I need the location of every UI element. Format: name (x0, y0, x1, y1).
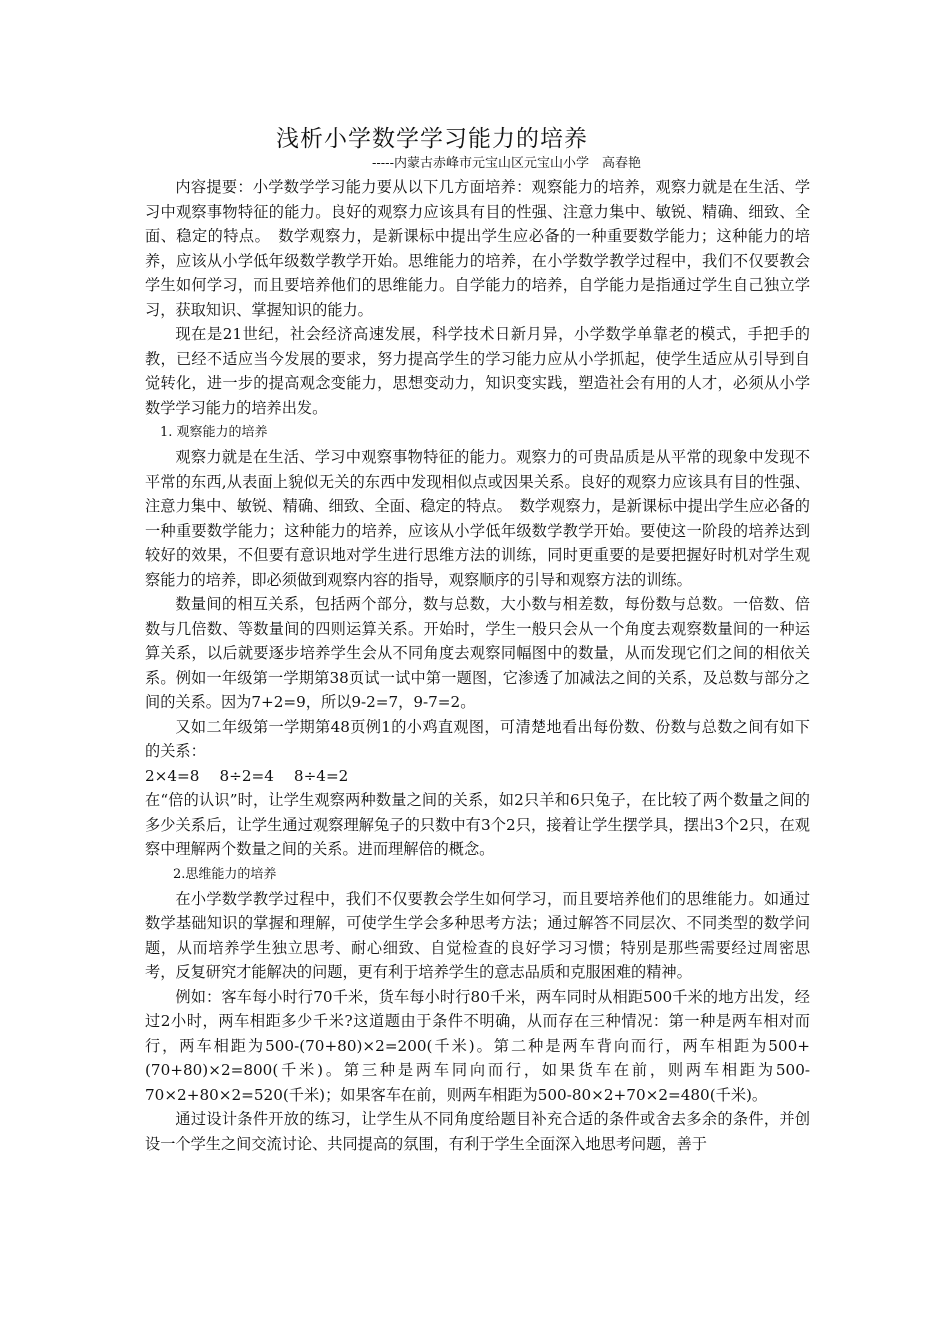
body-paragraph: 在“倍的认识”时，让学生观察两种数量之间的关系，如2只羊和6只兔子，在比较了两个数量之间的多少关系后，让学生通过观察理解兔子的只数中有3个2只，接着让学生摆学具，摆出3个2只，在观察中理解两个数量之间的关系。进而理解倍的概念。 (145, 791, 810, 858)
body-paragraph: 观察力就是在生活、学习中观察事物特征的能力。观察力的可贵品质是从平常的现象中发现不平常的东西,从表面上貌似无关的东西中发现相似点或因果关系。良好的观察力应该具有目的性强、注意力集中、敏锐、精确、细致、全面、稳定的特点。 数学观察力，是新课标中提出学生应必备的一种重要数学能力；这种能力的培养，应该从小学低年级数学教学开始。要使这一阶段的培养达到较好的效果，不但要有意识地对学生进行思维方法的训练，同时更重要的是要把握好时机对学生观察能力的培养，即必须做到观察内容的指导，观察顺序的引导和观察方法的训练。 (145, 448, 810, 589)
section-heading: 2.思维能力的培养 (173, 866, 277, 882)
abstract-paragraph: 内容提要：小学数学学习能力要从以下几方面培养：观察能力的培养，观察力就是在生活、学习中观察事物特征的能力。良好的观察力应该具有目的性强、注意力集中、敏锐、精确、细致、全面、稳定的特点。 数学观察力，是新课标中提出学生应必备的一种重要数学能力；这种能力的培养，应该从小学低年级数学教学开始。思维能力的培养，在小学数学教学过程中，我们不仅要教会学生如何学习，而且要培养他们的思维能力。自学能力的培养，自学能力是指通过学生自己独立学习，获取知识、掌握知识的能力。 (145, 178, 810, 319)
intro-paragraph: 现在是21世纪，社会经济高速发展，科学技术日新月异，小学数学单靠老的模式，手把手的教，已经不适应当今发展的要求，努力提高学生的学习能力应从小学抓起，使学生适应从引导到自觉转化，进一步的提高观念变能力，思想变动力，知识变实践，塑造社会有用的人才，必须从小学数学学习能力的培养出发。 (145, 325, 810, 417)
document-byline: -----内蒙古赤峰市元宝山区元宝山小学 高春艳 (372, 156, 641, 171)
document-title: 浅析小学数学学习能力的培养 (276, 126, 588, 152)
body-paragraph: 例如：客车每小时行70千米，货车每小时行80千米，两车同时从相距500千米的地方出发，经过2小时，两车相距多少千米?这道题由于条件不明确，从而存在三种情况：第一种是两车相对而行，两车相距为500-(70+80)×2=200(千米)。第二种是两车背向而行，两车相距为500+(70+80)×2=800(千米)。第三种是两车同向而行，如果货车在前，则两车相距为500-70×2+80×2=520(千米)；如果客车在前，则两车相距为500-80×2+70×2=480(千米)。 (145, 987, 810, 1104)
document-body (145, 175, 810, 1156)
body-paragraph: 又如二年级第一学期第48页例1的小鸡直观图，可清楚地看出每份数、份数与总数之间有如下的关系： (145, 717, 810, 760)
body-paragraph: 数量间的相互关系，包括两个部分，数与总数，大小数与相差数，每份数与总数。一倍数、倍数与几倍数、等数量间的四则运算关系。开始时，学生一般只会从一个角度去观察数量间的一种运算关系，以后就要逐步培养学生会从不同角度去观察同幅图中的数量，从而发现它们之间的相依关系。例如一年级第一学期第38页试一试中第一题图，它渗透了加减法之间的关系，及总数与部分之间的关系。因为7+2=9，所以9-2=7，9-7=2。 (145, 595, 810, 711)
body-paragraph: 在小学数学教学过程中，我们不仅要教会学生如何学习，而且要培养他们的思维能力。如通过数学基础知识的掌握和理解，可使学生学会多种思考方法；通过解答不同层次、不同类型的数学问题，从而培养学生独立思考、耐心细致、自觉检查的良好学习习惯；特别是那些需要经过周密思考，反复研究才能解决的问题，更有利于培养学生的意志品质和克服困难的精神。 (145, 889, 810, 981)
section-heading: 1. 观察能力的培养 (160, 425, 268, 440)
body-paragraph: 通过设计条件开放的练习，让学生从不同角度给题目补充合适的条件或舍去多余的条件，并创设一个学生之间交流讨论、共同提高的氛围，有利于学生全面深入地思考问题，善于 (145, 1110, 810, 1153)
equation-line: 2×4=8 8÷2=4 8÷4=2 (145, 766, 349, 785)
